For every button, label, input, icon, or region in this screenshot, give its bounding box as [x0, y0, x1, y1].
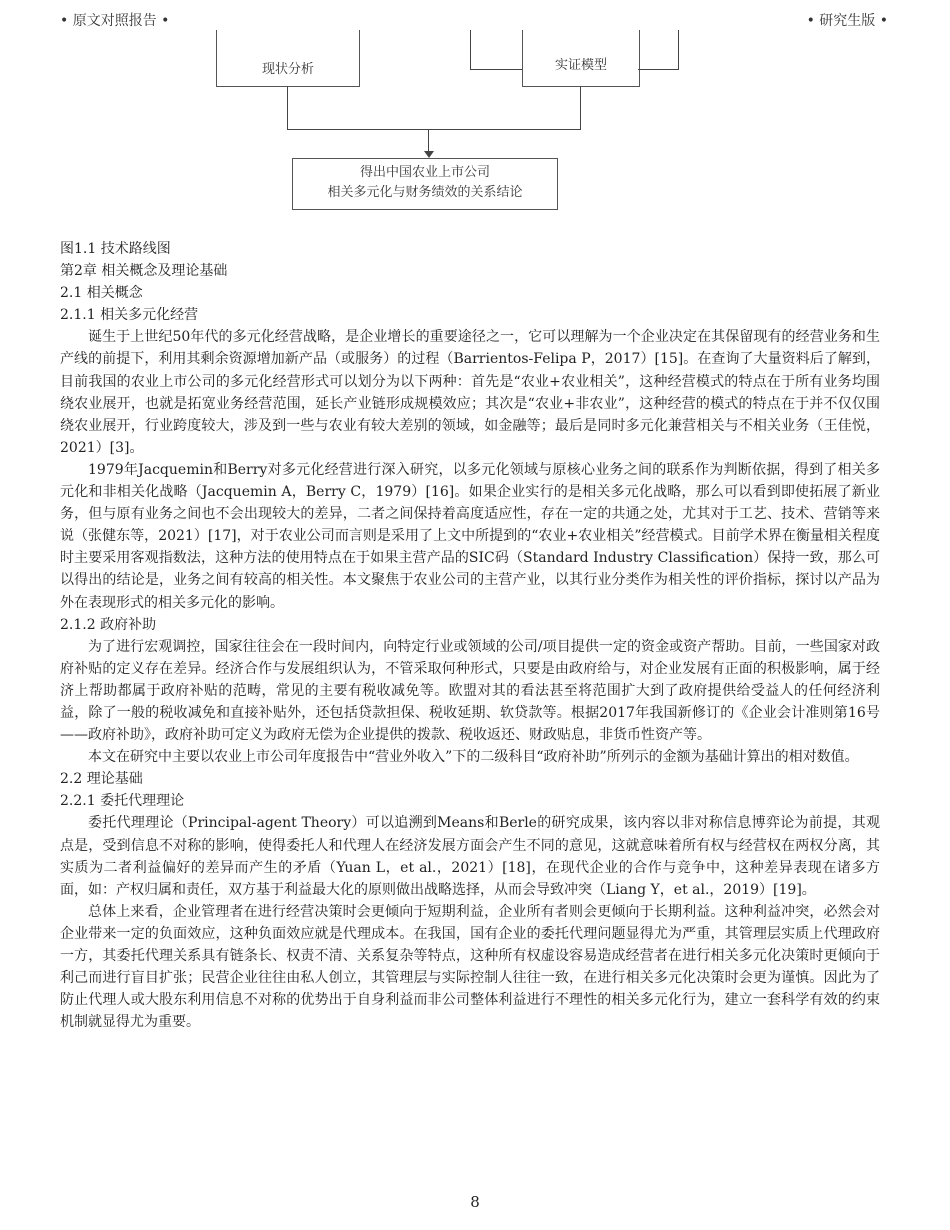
box-status-analysis: [216, 30, 360, 87]
box-status-analysis-label: 现状分析: [261, 62, 314, 77]
arrow-down-icon: [424, 151, 434, 158]
connector-line: [580, 86, 581, 130]
subsection-heading: 2.2.1 委托代理理论: [60, 793, 185, 810]
paragraph: 委托代理理论（Principal-agent Theory）可以追溯到Means和Berle的研究成果，该内容以非对称信息博弈论为前提，其观点是，受到信息不对称的影响，使得委托人和代理人在经济发展方面会产生不同的意见，这就意味着所有权与经营权在两权分离，其实质为二者利益偏好的差异而产生的矛盾（Yuan L，et al.，2021）[18]，在现代企业的合作与竞争中，这种差异表现在诸多方面，如：产权归属和责任，双方基于利益最大化的原则做出战略选择，从而会导致冲突（Liang Y，et al.，2019）[19]。: [60, 815, 880, 898]
technical-roadmap-diagram: [0, 0, 950, 230]
connector-line: [638, 69, 678, 70]
header-left: • 原文对照报告 •: [60, 13, 170, 29]
paragraph: 1979年Jacquemin和Berry对多元化经营进行深入研究，以多元化领域与原核心业务之间的联系作为判断依据，得到了相关多元化和非相关化战略（Jacquemin A，Berry C，1979）[16]。如果企业实行的是相关多元化战略，那么可以看到即使拓展了新业务，但与原有业务之间也不会出现较大的差异，二者之间保持着高度适应性，存在一定的共通之处，尤其对于工艺、技术、营销等来说（张健东等，2021）[17]，对于农业公司而言则是采用了上文中所提到的“农业+农业相关”经营模式。目前学术界在衡量相关程度时主要采用客观指数法，这种方法的使用特点在于如果主营产品的SIC码（Standard Industry Classification）保持一致，那么可以得出的结论是，业务之间有较高的相关性。本文聚焦于农业公司的主营产业，以其行业分类作为相关性的评价指标，探讨以产品为外在表现形式的相关多元化的影响。: [60, 461, 880, 611]
paragraph: 总体上来看，企业管理者在进行经营决策时会更倾向于短期利益，企业所有者则会更倾向于长期利益。这种利益冲突，必然会对企业带来一定的负面效应，这种负面效应就是代理成本。在我国，国有企业的委托代理问题显得尤为严重，其管理层实质上代理政府一方，其委托代理关系具有链条长、权责不清、关系复杂等特点，这种所有权虚设容易造成经营者在进行相关多元化决策时更倾向于利己而进行盲目扩张；民营企业往往由私人创立，其管理层与实际控制人往往一致，在进行相关多元化决策时会更为谨慎。因此为了防止代理人或大股东利用信息不对称的优势出于自身利益而非公司整体利益进行不理性的相关多元化行为，建立一套科学有效的约束机制就显得尤为重要。: [60, 903, 880, 1031]
chapter-title: 第2章 相关概念及理论基础: [60, 263, 228, 280]
section-heading: 2.1 相关概念: [60, 285, 143, 302]
section-heading: 2.2 理论基础: [60, 771, 143, 788]
figure-caption: 图1.1 技术路线图: [60, 241, 171, 257]
subsection-heading: 2.1.1 相关多元化经营: [60, 307, 199, 324]
header-right: • 研究生版 •: [806, 13, 888, 29]
paragraph: 本文在研究中主要以农业上市公司年度报告中“营业外收入”下的二级科目“政府补助”所列示的金额为基础计算出的相对数值。: [88, 749, 859, 766]
box-conclusion-line2: 相关多元化与财务绩效的关系结论: [327, 185, 523, 200]
box-conclusion-line1: 得出中国农业上市公司: [359, 165, 490, 180]
box-empirical-model: [522, 30, 640, 87]
connector-line: [470, 69, 522, 70]
connector-line: [287, 86, 288, 130]
document-body: [60, 238, 880, 1033]
connector-line: [428, 129, 429, 153]
subsection-heading: 2.1.2 政府补助: [60, 616, 157, 633]
paragraph: 为了进行宏观调控，国家往往会在一段时间内，向特定行业或领域的公司/项目提供一定的资金或资产帮助。目前，一些国家对政府补贴的定义存在差异。经济合作与发展组织认为，不管采取何种形式，只要是由政府给与，对企业发展有正面的积极影响，属于经济上帮助都属于政府补贴的范畴，常见的主要有税收减免等。欧盟对其的看法甚至将范围扩大到了政府提供给受益人的任何经济利益，除了一般的税收减免和直接补贴外，还包括贷款担保、税收延期、软贷款等。根据2017年我国新修订的《企业会计准则第16号——政府补助》，政府补助可定义为政府无偿为企业提供的拨款、税收返还、财政贴息，非货币性资产等。: [60, 638, 880, 744]
box-empirical-model-label: 实证模型: [554, 58, 607, 73]
page-number: 8: [470, 1193, 480, 1211]
connector-line: [678, 30, 679, 70]
box-conclusion: [292, 158, 558, 210]
connector-line: [470, 30, 471, 70]
paragraph: 诞生于上世纪50年代的多元化经营战略，是企业增长的重要途径之一，它可以理解为一个企业决定在其保留现有的经营业务和生产线的前提下，利用其剩余资源增加新产品（或服务）的过程（Barrientos-Felipa P，2017）[15]。在查询了大量资料后了解到，目前我国的农业上市公司的多元化经营形式可以划分为以下两种：首先是“农业+农业相关”，这种经营模式的特点在于所有业务均围绕农业展开，也就是拓宽业务经营范围，延长产业链形成规模效应；其次是“农业+非农业”，这种经营的模式的特点在于并不仅仅围绕农业展开，行业跨度较大，涉及到一些与农业有较大差别的领域，如金融等；最后是同时多元化兼营相关与不相关业务（王佳悦，2021）[3]。: [60, 329, 880, 456]
connector-line: [287, 129, 581, 130]
